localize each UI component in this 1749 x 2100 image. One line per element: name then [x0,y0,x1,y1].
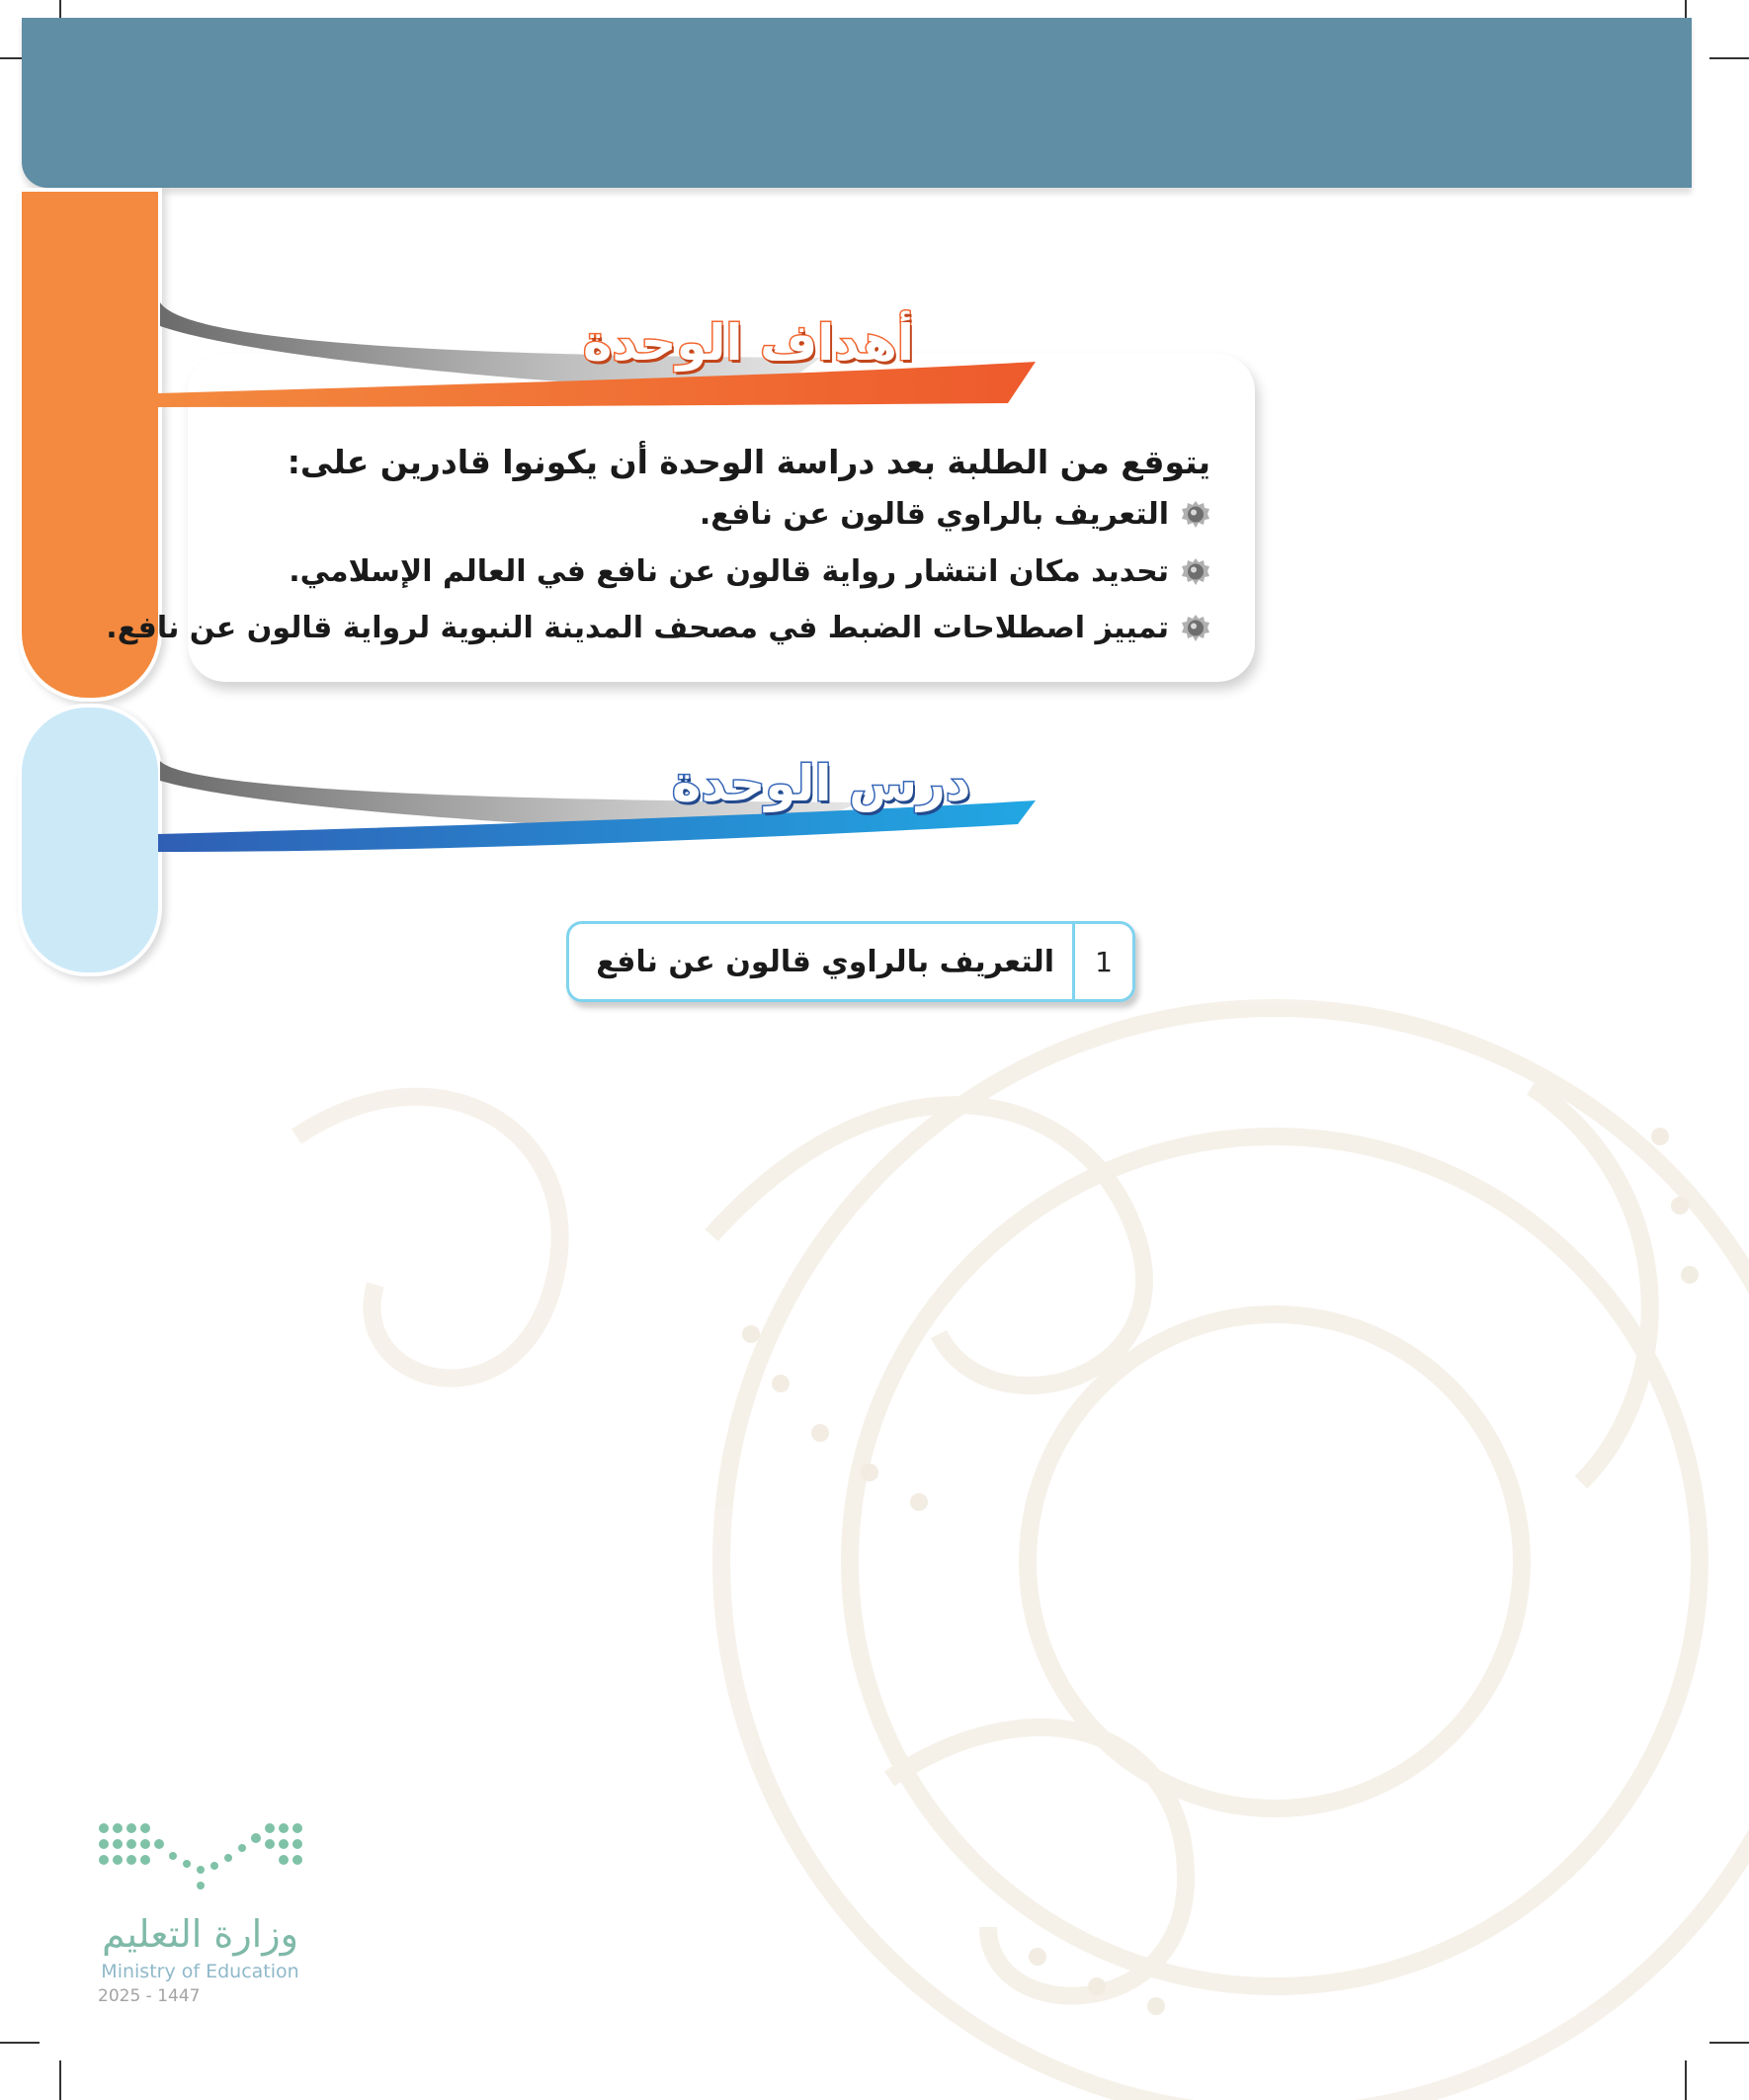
ministry-logo-dots-icon [94,1818,311,1897]
lesson-number: 1 [1072,924,1132,999]
goal-text: تحديد مكان انتشار رواية قالون عن نافع في العالم الإسلامي. [289,554,1169,589]
objectives-title: أهداف الوحدة [583,314,915,372]
goal-text: تمييز اصطلاحات الضبط في مصحف المدينة النبوية لرواية قالون عن نافع. [106,611,1169,645]
goal-item [289,554,1210,589]
gear-bullet-icon [1181,500,1210,530]
gear-bullet-icon [1181,557,1210,587]
ministry-name-arabic: وزارة التعليم [102,1912,298,1956]
goal-item [106,611,1210,645]
lessons-title: درس الوحدة [672,755,971,812]
ministry-name-english: Ministry of Education [101,1961,299,1982]
objectives-intro: يتوقع من الطلبة بعد دراسة الوحدة أن يكونوا قادرين على: [287,443,1210,481]
lesson-label: التعريف بالراوي قالون عن نافع [596,944,1054,979]
lesson-item[interactable] [566,921,1135,1002]
gear-bullet-icon [1181,614,1210,643]
ministry-year: 2025 - 1447 [98,1986,201,2006]
goal-text: التعريف بالراوي قالون عن نافع. [699,497,1169,532]
goal-item [700,497,1210,532]
